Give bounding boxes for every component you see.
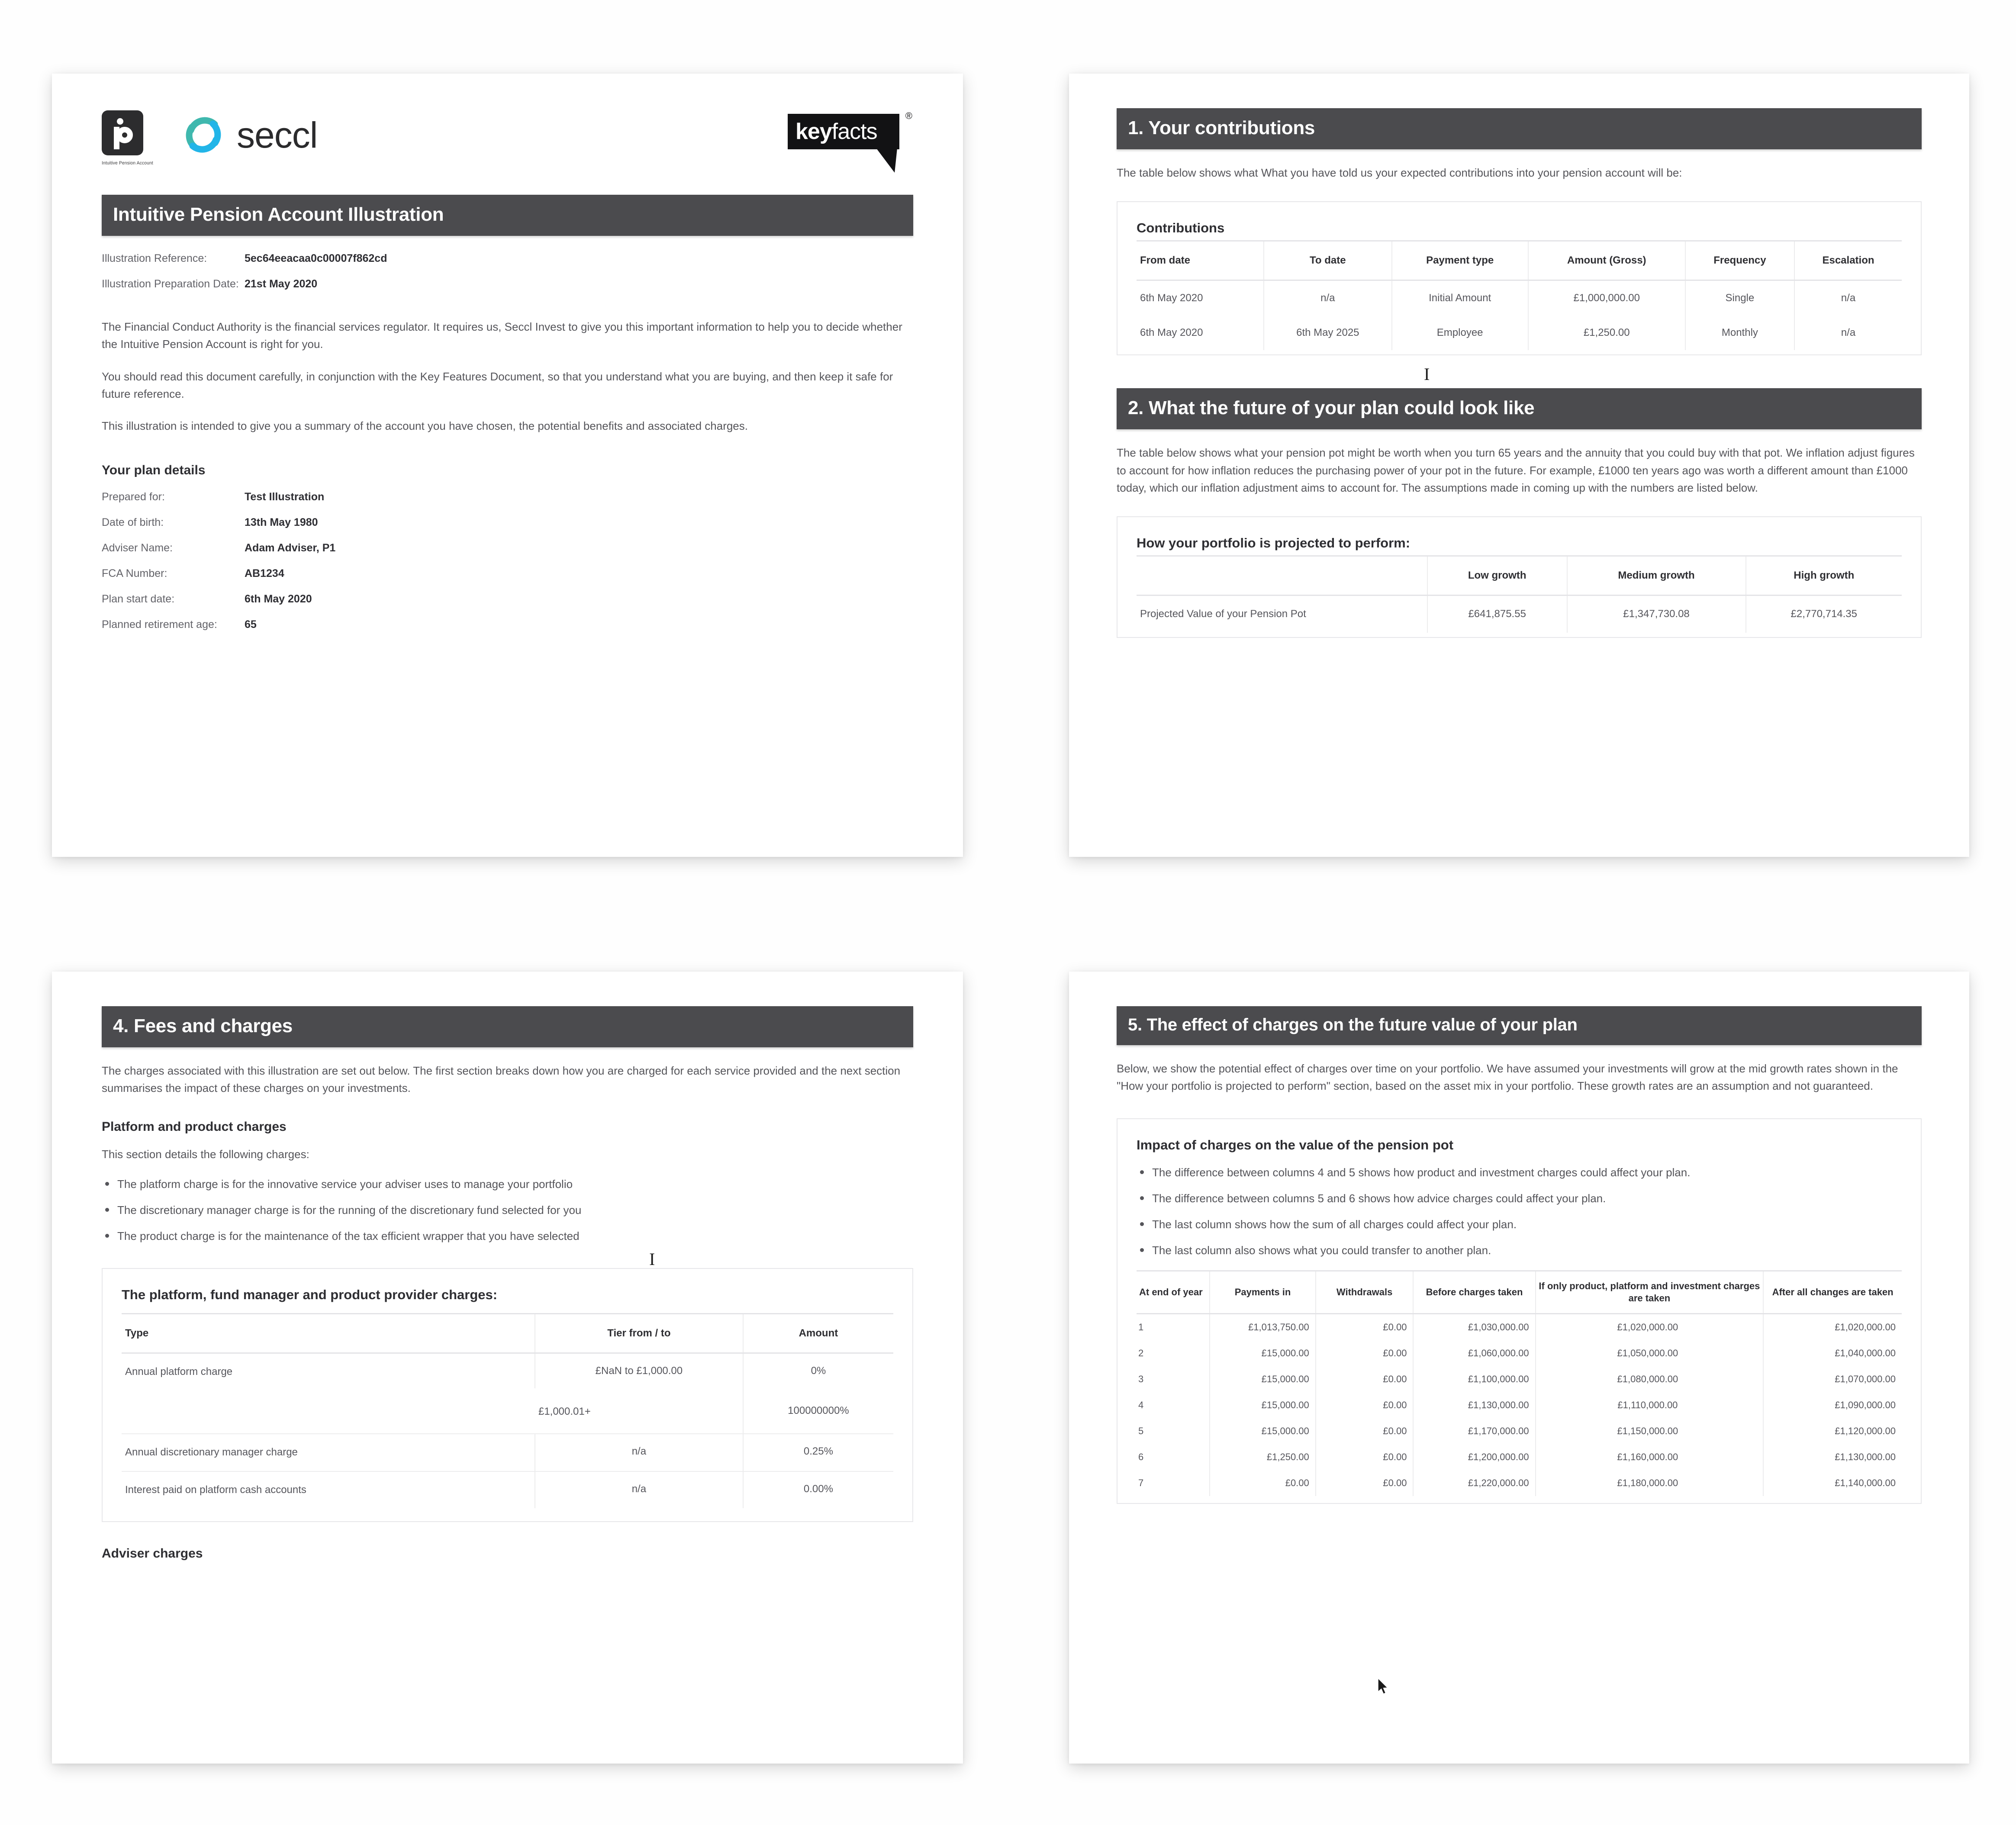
list-item: The last column shows how the sum of all charges could affect your plan. (1137, 1216, 1902, 1233)
cell-payments-in: £0.00 (1210, 1470, 1316, 1496)
cell-amount: 100000000% (743, 1388, 893, 1434)
meta-value: 5ec64eeacaa0c00007f862cd (245, 252, 387, 264)
table-row-annual-platform-charge (122, 1353, 893, 1388)
cell-payments-in: £1,250.00 (1210, 1444, 1316, 1470)
cell-from-date: 6th May 2020 (1140, 327, 1203, 339)
cell-product-charges: £1,050,000.00 (1536, 1340, 1764, 1366)
cell-before-charges: £1,030,000.00 (1413, 1313, 1535, 1340)
cell-high-growth: £2,770,714.35 (1746, 595, 1902, 633)
detail-label: FCA Number: (102, 567, 167, 580)
cell-payments-in: £15,000.00 (1210, 1418, 1316, 1444)
cell-product-charges: £1,020,000.00 (1536, 1313, 1764, 1340)
cell-before-charges: £1,100,000.00 (1413, 1366, 1535, 1392)
cell-product-charges: £1,080,000.00 (1536, 1366, 1764, 1392)
section-4-intro: The charges associated with this illustration are set out below. The first section breaks down how you are charged for each service provided and the next section summarises the impact of these charges on your investments. (102, 1064, 901, 1095)
col-high-growth: High growth (1746, 556, 1902, 595)
cell-withdrawals: £0.00 (1316, 1444, 1414, 1470)
cell-escalation: n/a (1794, 280, 1902, 316)
cell-after-all-charges: £1,040,000.00 (1763, 1340, 1902, 1366)
page-title: Intuitive Pension Account Illustration (102, 195, 913, 236)
meta-value: 21st May 2020 (245, 278, 318, 290)
cell-row-label: Projected Value of your Pension Pot (1140, 608, 1306, 620)
meta-label: Illustration Preparation Date: (102, 278, 239, 290)
detail-value: 6th May 2020 (245, 593, 312, 605)
document-page-5 (1069, 972, 1969, 1764)
col-after-all-changes: After all changes are taken (1763, 1271, 1902, 1313)
contributions-card-title: Contributions (1137, 220, 1225, 236)
cell-after-all-charges: £1,020,000.00 (1763, 1313, 1902, 1340)
impact-of-charges-table (1137, 1270, 1902, 1496)
projection-card-title: How your portfolio is projected to perform: (1137, 535, 1411, 551)
cell-after-all-charges: £1,140,000.00 (1763, 1470, 1902, 1496)
cell-before-charges: £1,170,000.00 (1413, 1418, 1535, 1444)
cell-withdrawals: £0.00 (1316, 1392, 1414, 1418)
cell-payments-in: £15,000.00 (1210, 1392, 1316, 1418)
plan-detail-prepared-for (102, 491, 913, 503)
col-blank (1137, 556, 1427, 595)
cell-before-charges: £1,060,000.00 (1413, 1340, 1535, 1366)
col-before-charges-taken: Before charges taken (1413, 1271, 1535, 1313)
section-1-intro: The table below shows what What you have told us your expected contributions into your pension account will be: (1117, 166, 1682, 179)
cell-charge-type: Annual discretionary manager charge (122, 1434, 535, 1471)
intuitive-pension-account-logo (102, 110, 153, 166)
table-row (1137, 280, 1902, 316)
section-2-heading: 2. What the future of your plan could look like (1117, 388, 1922, 429)
cell-payment-type: Initial Amount (1392, 280, 1528, 316)
cell-tier: n/a (535, 1471, 743, 1508)
contributions-table (1137, 240, 1902, 350)
detail-value: AB1234 (245, 567, 284, 580)
plan-detail-planned-retirement-age (102, 618, 913, 631)
section-5-heading: 5. The effect of charges on the future value of your plan (1117, 1006, 1922, 1045)
detail-label: Adviser Name: (102, 542, 173, 554)
plan-detail-date-of-birth (102, 516, 913, 529)
platform-charges-card (102, 1268, 913, 1522)
cell-after-all-charges: £1,090,000.00 (1763, 1392, 1902, 1418)
impact-card-title: Impact of charges on the value of the pension pot (1137, 1137, 1454, 1152)
table-row (1137, 1392, 1902, 1418)
detail-value: 13th May 1980 (245, 516, 318, 529)
table-row (1137, 1444, 1902, 1470)
cell-from-date: 6th May 2020 (1140, 292, 1203, 304)
cell-payments-in: £1,013,750.00 (1210, 1313, 1316, 1340)
cell-withdrawals: £0.00 (1316, 1313, 1414, 1340)
cell-product-charges: £1,110,000.00 (1536, 1392, 1764, 1418)
cell-frequency: Monthly (1685, 315, 1794, 350)
col-medium-growth: Medium growth (1567, 556, 1746, 595)
seccl-logo (181, 113, 317, 157)
section-5-intro: Below, we show the potential effect of charges over time on your portfolio. We have assumed your investments will grow at the mid growth rates shown in the "How your portfolio is projected to perform" section, based on the asset mix in your portfolio. These growth rates are an assumption and not guaranteed. (1117, 1062, 1898, 1093)
adviser-charges-subhead: Adviser charges (102, 1546, 203, 1561)
contributions-card (1117, 201, 1922, 355)
col-type: Type (125, 1327, 149, 1339)
cell-product-charges: £1,160,000.00 (1536, 1444, 1764, 1470)
detail-value: Test Illustration (245, 491, 325, 503)
intro-paragraph-2: You should read this document carefully, in conjunction with the Key Features Document, so that you understand what you are buying, and then keep it safe for future reference. (102, 370, 893, 400)
ip-mark-icon (102, 110, 143, 155)
section-1-heading: 1. Your contributions (1117, 108, 1922, 149)
table-row (1137, 1313, 1902, 1340)
detail-value: 65 (245, 618, 257, 631)
cell-year: 6 (1138, 1451, 1144, 1462)
col-at-end-of-year: At end of year (1139, 1286, 1203, 1297)
cell-amount: 0.00% (743, 1471, 893, 1508)
cell-withdrawals: £0.00 (1316, 1366, 1414, 1392)
intro-paragraph-1: The Financial Conduct Authority is the financial services regulator. It requires us, Seccl Invest to give you this important information to help you to decide whether the Intuitive Pension Account is right for you. (102, 320, 902, 351)
charges-lead-text: This section details the following charges: (102, 1147, 309, 1161)
cell-before-charges: £1,220,000.00 (1413, 1470, 1535, 1496)
cell-withdrawals: £0.00 (1316, 1470, 1414, 1496)
platform-product-charges-subhead: Platform and product charges (102, 1119, 287, 1134)
registered-trademark-icon: ® (905, 110, 912, 121)
col-product-platform-investment-charges: If only product, platform and investment charges are taken (1536, 1271, 1764, 1313)
cell-medium-growth: £1,347,730.08 (1567, 595, 1746, 633)
logo-row (102, 74, 913, 195)
list-item: The difference between columns 5 and 6 shows how advice charges could affect your plan. (1137, 1190, 1902, 1207)
detail-label: Planned retirement age: (102, 618, 217, 631)
cell-payments-in: £15,000.00 (1210, 1340, 1316, 1366)
table-row (1137, 1418, 1902, 1444)
section-2-intro: The table below shows what your pension pot might be worth when you turn 65 years and the annuity that you could buy with that pot. We inflation adjust figures to account for how inflation reduces the purchasing power of your pot in the future. For example, £1000 ten years ago was worth a different amount than £1000 today, which our inflation adjustment aims to account for. The assumptions made in coming up with the numbers are listed below. (1117, 446, 1915, 494)
mouse-pointer-icon (1377, 1677, 1390, 1699)
plan-details-heading: Your plan details (102, 463, 206, 478)
cell-tier: n/a (535, 1434, 743, 1471)
keyfacts-tail-icon (868, 148, 897, 173)
cell-withdrawals: £0.00 (1316, 1340, 1414, 1366)
col-frequency: Frequency (1685, 241, 1794, 280)
col-withdrawals: Withdrawals (1316, 1271, 1414, 1313)
impact-of-charges-card (1117, 1118, 1922, 1504)
col-tier: Tier from / to (535, 1313, 743, 1353)
cell-before-charges: £1,200,000.00 (1413, 1444, 1535, 1470)
col-payment-type: Payment type (1392, 241, 1528, 280)
cell-product-charges: £1,150,000.00 (1536, 1418, 1764, 1444)
ipa-logo-caption: Intuitive Pension Account (102, 161, 153, 166)
cell-year: 2 (1138, 1347, 1144, 1358)
cell-year: 3 (1138, 1373, 1144, 1384)
intro-paragraph-3: This illustration is intended to give you a summary of the account you have chosen, the potential benefits and associated charges. (102, 419, 748, 433)
projection-card (1117, 516, 1922, 637)
cell-amount: £1,000,000.00 (1528, 280, 1685, 316)
col-amount: Amount (743, 1313, 893, 1353)
table-header-row (122, 1313, 893, 1353)
table-row (1137, 315, 1902, 350)
document-page-2 (1069, 74, 1969, 857)
impact-bullet-list (1137, 1164, 1902, 1259)
table-header-row (1137, 1271, 1902, 1313)
document-page-1 (52, 74, 963, 857)
list-item: The last column also shows what you could transfer to another plan. (1137, 1242, 1902, 1259)
platform-charges-card-title: The platform, fund manager and product provider charges: (122, 1287, 498, 1302)
list-item: The discretionary manager charge is for the running of the discretionary fund selected for you (102, 1202, 913, 1219)
cell-after-all-charges: £1,130,000.00 (1763, 1444, 1902, 1470)
plan-detail-fca-number (102, 567, 913, 580)
cell-frequency: Single (1685, 280, 1794, 316)
table-row (1137, 1470, 1902, 1496)
cell-charge-type: Interest paid on platform cash accounts (122, 1471, 535, 1508)
seccl-mark-icon (181, 113, 225, 157)
detail-value: Adam Adviser, P1 (245, 542, 336, 554)
cell-amount: 0.25% (743, 1434, 893, 1471)
table-row (1137, 1340, 1902, 1366)
cell-withdrawals: £0.00 (1316, 1418, 1414, 1444)
cell-before-charges: £1,130,000.00 (1413, 1392, 1535, 1418)
cell-to-date: 6th May 2025 (1264, 315, 1392, 350)
cell-year: 5 (1138, 1425, 1144, 1436)
cell-amount: £1,250.00 (1528, 315, 1685, 350)
table-row (1137, 1366, 1902, 1392)
meta-row-preparation-date (102, 278, 913, 290)
col-to-date: To date (1264, 241, 1392, 280)
cell-payment-type: Employee (1392, 315, 1528, 350)
keyfacts-facts-text: facts (831, 119, 877, 144)
col-low-growth: Low growth (1427, 556, 1567, 595)
detail-label: Date of birth: (102, 516, 164, 529)
list-item: The platform charge is for the innovative service your adviser uses to manage your portfolio (102, 1176, 913, 1193)
col-amount-gross: Amount (Gross) (1528, 241, 1685, 280)
platform-charges-table (122, 1313, 893, 1508)
detail-label: Prepared for: (102, 491, 165, 503)
table-row (1137, 595, 1902, 633)
cell-year: 4 (1138, 1399, 1144, 1410)
meta-row-reference (102, 252, 913, 265)
cell-tier: £1,000.01+ (538, 1405, 591, 1417)
table-header-row (1137, 556, 1902, 595)
cell-tier: £NaN to £1,000.00 (535, 1353, 743, 1388)
charges-bullet-list (102, 1176, 913, 1245)
list-item: The product charge is for the maintenance of the tax efficient wrapper that you have selected (102, 1228, 913, 1245)
cell-amount: 0% (743, 1353, 893, 1388)
seccl-wordmark: seccl (237, 115, 318, 155)
plan-detail-plan-start-date (102, 593, 913, 605)
keyfacts-logo (788, 110, 913, 167)
cell-year: 1 (1138, 1321, 1144, 1333)
col-from-date: From date (1140, 254, 1191, 267)
plan-detail-adviser-name (102, 542, 913, 554)
table-row-interest-on-cash (122, 1471, 893, 1508)
cell-product-charges: £1,180,000.00 (1536, 1470, 1764, 1496)
detail-label: Plan start date: (102, 593, 175, 605)
projection-table (1137, 555, 1902, 632)
cell-after-all-charges: £1,120,000.00 (1763, 1418, 1902, 1444)
cell-year: 7 (1138, 1477, 1144, 1488)
col-escalation: Escalation (1794, 241, 1902, 280)
table-header-row (1137, 241, 1902, 280)
col-payments-in: Payments in (1210, 1271, 1316, 1313)
document-page-4 (52, 972, 963, 1764)
keyfacts-key-text: key (795, 119, 832, 144)
meta-label: Illustration Reference: (102, 252, 207, 264)
cell-low-growth: £641,875.55 (1427, 595, 1567, 633)
cell-escalation: n/a (1794, 315, 1902, 350)
cell-payments-in: £15,000.00 (1210, 1366, 1316, 1392)
cell-charge-type: Annual platform charge (125, 1365, 233, 1378)
list-item: The difference between columns 4 and 5 shows how product and investment charges could affect your plan. (1137, 1164, 1902, 1181)
cell-to-date: n/a (1264, 280, 1392, 316)
table-row-discretionary-manager-charge (122, 1434, 893, 1471)
section-4-heading: 4. Fees and charges (102, 1006, 913, 1047)
cell-after-all-charges: £1,070,000.00 (1763, 1366, 1902, 1392)
